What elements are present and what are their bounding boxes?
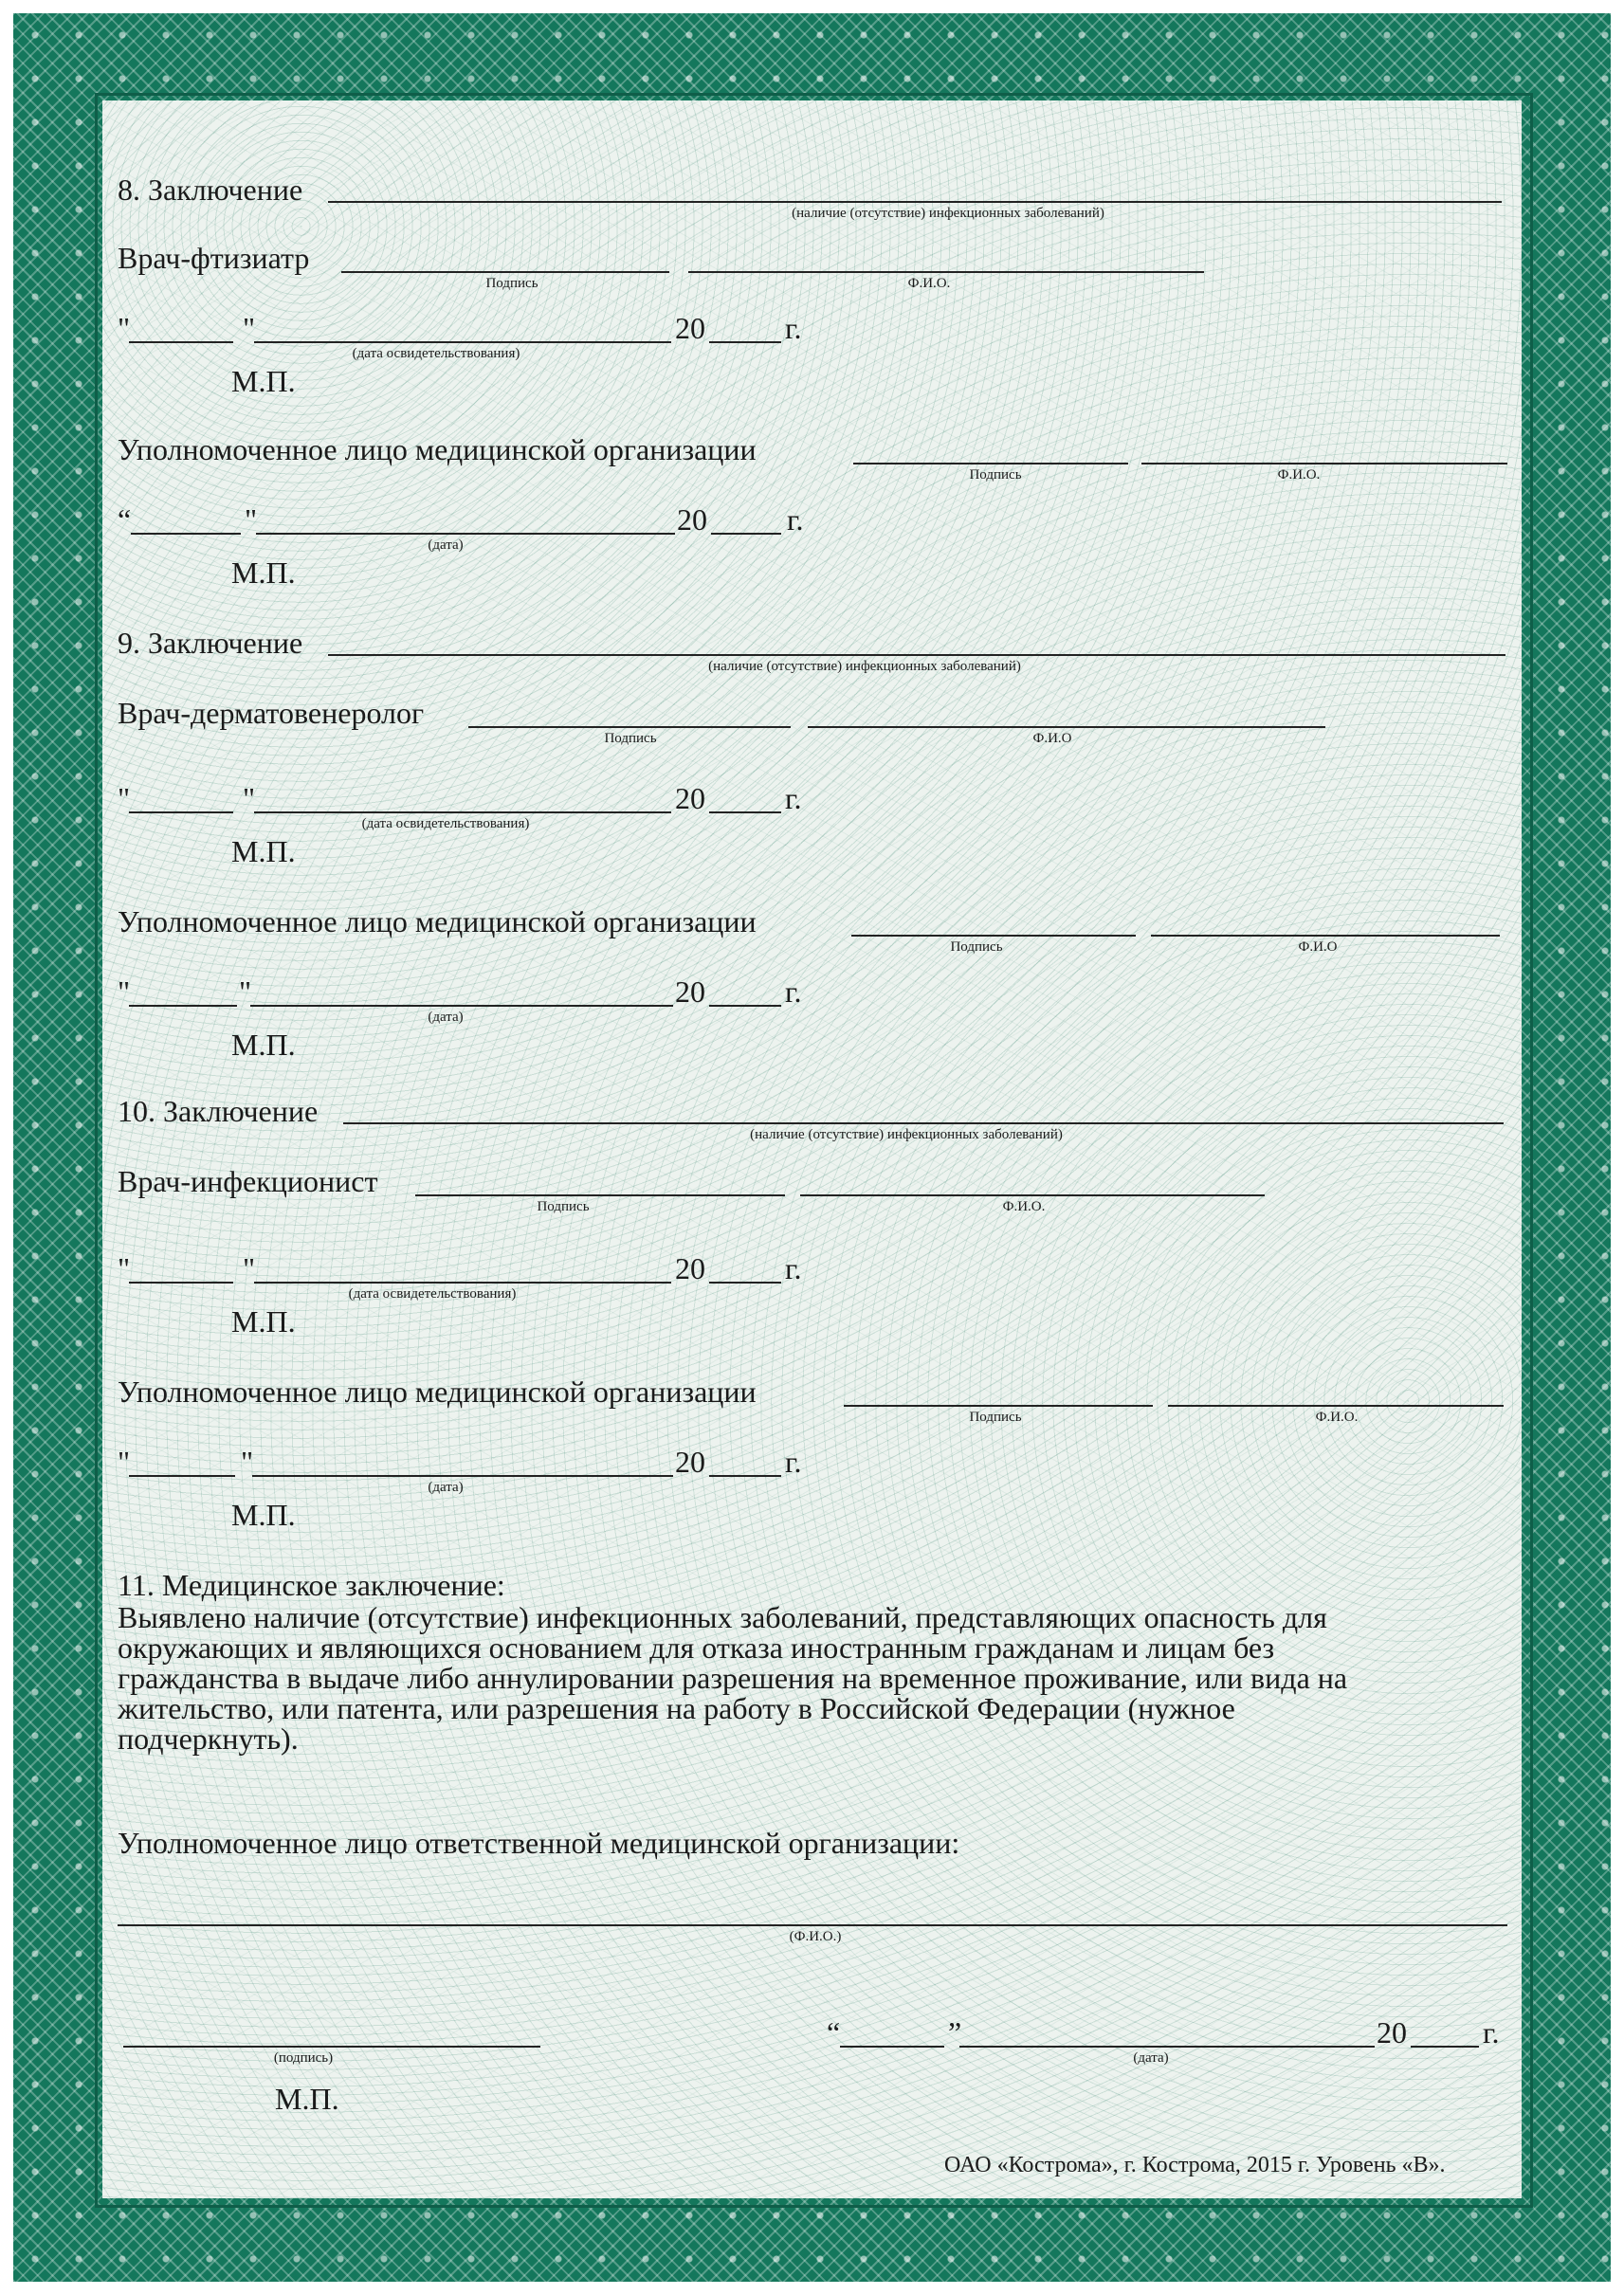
authorized-fio-caption-9: Ф.И.О [1298,939,1338,955]
section-11-heading: 11. Медицинское заключение: [118,1568,505,1602]
authorized-signature-field-9[interactable] [851,935,1136,937]
auth-seal-mark-9: М.П. [231,1028,296,1062]
auth-date-open-quote-8: “ [118,502,132,537]
exam-month-field-10[interactable] [254,1282,671,1284]
infectionist-signature-field[interactable] [415,1194,785,1196]
dermatovenereologist-signature-caption: Подпись [604,731,657,746]
authorized-person-label-8: Уполномоченное лицо медицинской организации [118,432,757,466]
date-close-quote-10: " [243,1251,256,1285]
authorized-signature-field-8[interactable] [853,463,1128,464]
dermatovenereologist-fio-field[interactable] [808,726,1325,728]
auth-date-caption-9: (дата) [428,1010,464,1025]
auth-day-field-8[interactable] [131,533,241,535]
year-suffix-9: г. [785,781,802,815]
final-year-prefix: 20 [1377,2015,1407,2049]
section-9-heading: 9. Заключение [118,626,303,660]
conclusion-8-caption: (наличие (отсутствие) инфекционных заболеваний) [792,206,1104,221]
auth-seal-mark-10: М.П. [231,1498,296,1532]
auth-month-field-9[interactable] [250,1005,673,1007]
exam-year-field-8[interactable] [709,341,781,343]
auth-month-field-8[interactable] [256,533,675,535]
exam-month-field-9[interactable] [254,811,671,813]
date-open-quote-9: " [118,781,131,815]
exam-day-field-10[interactable] [129,1282,233,1284]
exam-year-field-9[interactable] [709,811,781,813]
auth-year-prefix-9: 20 [675,974,705,1009]
phthisiatrician-signature-field[interactable] [341,271,669,273]
auth-date-open-quote-10: " [118,1445,131,1479]
auth-year-suffix-9: г. [785,974,802,1009]
year-prefix-8: 20 [675,311,705,345]
exam-year-field-10[interactable] [709,1282,781,1284]
phthisiatrician-signature-caption: Подпись [485,276,538,291]
authorized-signature-caption-8: Подпись [969,467,1022,483]
authorized-signature-caption-10: Подпись [969,1410,1022,1425]
exam-day-field-8[interactable] [129,341,233,343]
infectionist-fio-field[interactable] [800,1194,1265,1196]
auth-date-close-quote-9: " [239,974,252,1009]
responsible-signature-caption: (подпись) [273,2050,334,2066]
authorized-fio-field-8[interactable] [1141,463,1507,464]
date-close-quote: " [243,311,256,345]
auth-year-suffix-10: г. [785,1445,802,1479]
auth-month-field-10[interactable] [252,1475,673,1477]
conclusion-text-line: Выявлено наличие (отсутствие) инфекционных заболеваний, представляющих опасность для [118,1600,1327,1634]
authorized-fio-caption-10: Ф.И.О. [1315,1410,1359,1425]
seal-mark-8: М.П. [231,364,296,398]
printer-imprint: ОАО «Кострома», г. Кострома, 2015 г. Уровень «В». [944,2153,1446,2177]
auth-date-close-quote-10: " [241,1445,254,1479]
conclusion-text-line: жительство, или патента, или разрешения на работу в Российской Федерации (нужное [118,1691,1235,1725]
doctor-label-phthisiatrician: Врач-фтизиатр [118,241,310,275]
conclusion-10-caption: (наличие (отсутствие) инфекционных заболеваний) [750,1127,1063,1142]
phthisiatrician-fio-field[interactable] [688,271,1204,273]
authorized-fio-field-10[interactable] [1168,1405,1504,1407]
conclusion-8-field[interactable] [328,201,1502,203]
date-close-quote-9: " [243,781,256,815]
authorized-fio-caption-8: Ф.И.О. [1277,467,1321,483]
seal-mark-9: М.П. [231,834,296,868]
auth-date-close-quote-8: " [245,502,258,537]
year-prefix-9: 20 [675,781,705,815]
infectionist-signature-caption: Подпись [537,1199,590,1214]
authorized-fio-field-9[interactable] [1151,935,1500,937]
date-open-quote: " [118,311,131,345]
date-open-quote-10: " [118,1251,131,1285]
auth-year-suffix-8: г. [787,502,804,537]
exam-day-field-9[interactable] [129,811,233,813]
conclusion-10-field[interactable] [343,1122,1504,1124]
conclusion-text-line: подчеркнуть). [118,1721,299,1756]
conclusion-9-field[interactable] [328,654,1505,656]
auth-year-field-9[interactable] [709,1005,781,1007]
final-date-open-quote: “ [827,2015,841,2049]
seal-mark-10: М.П. [231,1304,296,1339]
infectionist-fio-caption: Ф.И.О. [1002,1199,1046,1214]
auth-date-caption-10: (дата) [428,1480,464,1495]
exam-date-caption-10: (дата освидетельствования) [348,1286,517,1302]
final-seal-mark: М.П. [275,2082,339,2116]
doctor-label-dermatovenereologist: Врач-дерматовенеролог [118,696,425,730]
final-year-suffix: г. [1483,2015,1500,2049]
authorized-person-label-10: Уполномоченное лицо медицинской организации [118,1375,757,1409]
auth-date-open-quote-9: " [118,974,131,1009]
final-date-close-quote: ” [948,2015,962,2049]
responsible-fio-caption: (Ф.И.О.) [789,1929,842,1944]
final-date-caption: (дата) [1133,2050,1169,2066]
dermatovenereologist-signature-field[interactable] [468,726,791,728]
conclusion-text-line: окружающих и являющихся основанием для отказа иностранным гражданам и лицам без [118,1630,1275,1665]
medical-conclusion-text [118,1602,1511,1754]
final-month-field[interactable] [959,2046,1375,2048]
year-suffix-10: г. [785,1251,802,1285]
conclusion-9-caption: (наличие (отсутствие) инфекционных заболеваний) [708,659,1021,674]
year-suffix-8: г. [785,311,802,345]
conclusion-text-line: гражданства в выдаче либо аннулировании разрешения на временное проживание, или вида на [118,1661,1348,1695]
auth-year-field-8[interactable] [711,533,781,535]
doctor-label-infectionist: Врач-инфекционист [118,1164,378,1198]
authorized-signature-field-10[interactable] [844,1405,1153,1407]
final-year-field[interactable] [1411,2046,1479,2048]
auth-day-field-10[interactable] [129,1475,235,1477]
auth-seal-mark-8: М.П. [231,556,296,590]
auth-day-field-9[interactable] [129,1005,237,1007]
authorized-person-label-9: Уполномоченное лицо медицинской организации [118,904,757,938]
section-8-heading: 8. Заключение [118,173,303,207]
responsible-fio-field[interactable] [118,1924,1507,1926]
authorized-signature-caption-9: Подпись [950,939,1003,955]
responsible-person-label: Уполномоченное лицо ответственной медицинской организации: [118,1826,960,1860]
auth-year-prefix-8: 20 [677,502,707,537]
auth-date-caption-8: (дата) [428,537,464,553]
auth-year-field-10[interactable] [709,1475,781,1477]
year-prefix-10: 20 [675,1251,705,1285]
exam-month-field-8[interactable] [254,341,671,343]
dermatovenereologist-fio-caption: Ф.И.О [1032,731,1072,746]
exam-date-caption-8: (дата освидетельствования) [352,346,520,361]
final-day-field[interactable] [840,2046,944,2048]
phthisiatrician-fio-caption: Ф.И.О. [907,276,951,291]
section-10-heading: 10. Заключение [118,1094,319,1128]
auth-year-prefix-10: 20 [675,1445,705,1479]
exam-date-caption-9: (дата освидетельствования) [361,816,530,831]
responsible-signature-field[interactable] [123,2046,540,2048]
